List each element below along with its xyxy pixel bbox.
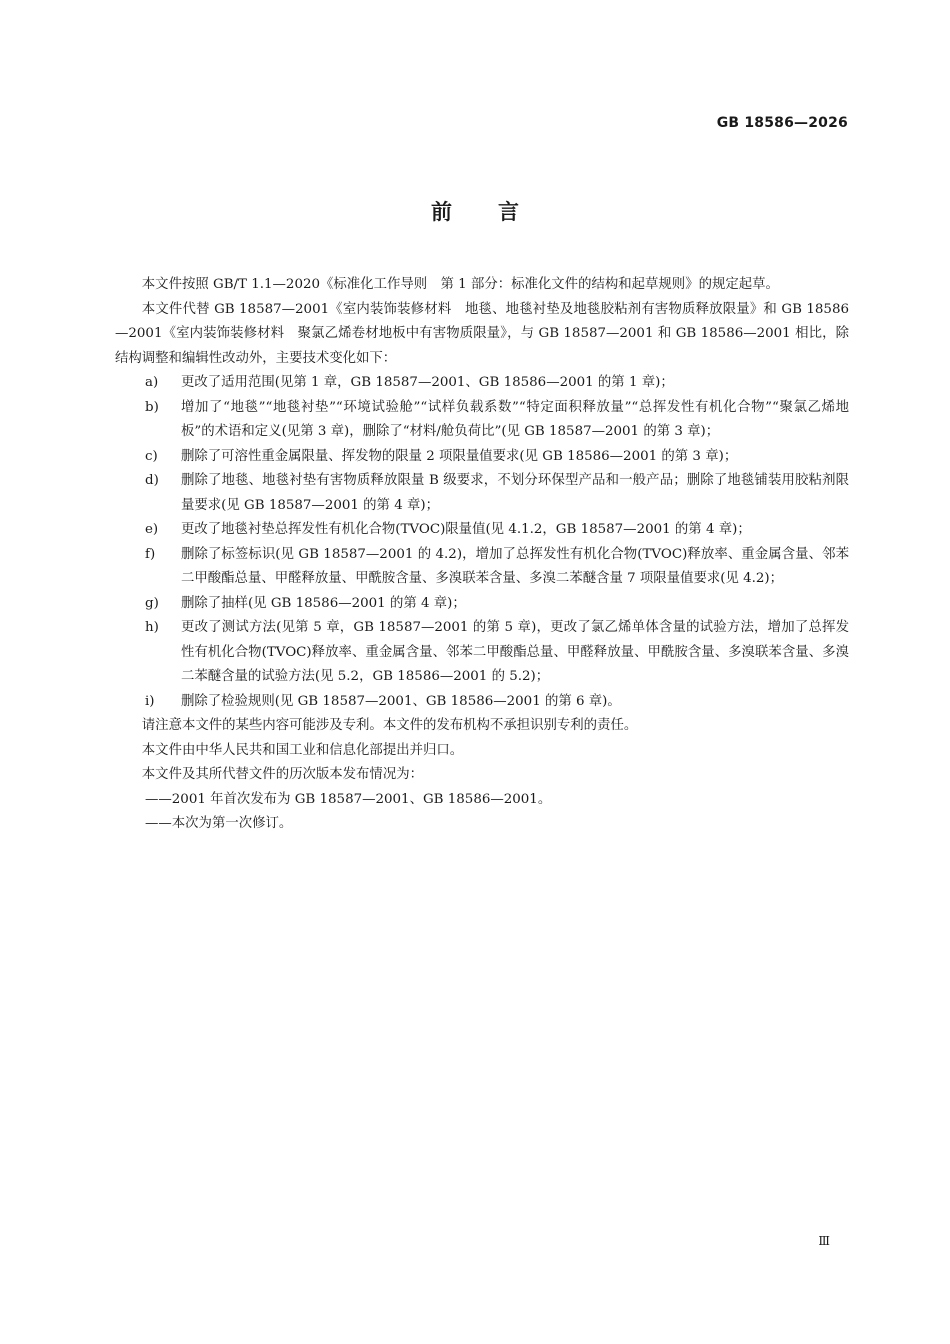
list-item-label: e) (145, 522, 159, 537)
paragraph-history-intro: 本文件及其所代替文件的历次版本发布情况为： (141, 767, 423, 782)
list-item-text: 删除了抽样(见 GB 18586—2001 的第 4 章)； (181, 595, 466, 611)
list-item (115, 396, 849, 445)
list-item (115, 518, 849, 543)
list-item-text: 增加了“地毯”“地毯衬垫”“环境试验舱”“试样负载系数”“特定面积释放量”“总挥发性有机化合物”“聚氯乙烯地板”的术语和定义(见第 3 章)，删除了“材料/舱负荷比”(见 GB 18587—2001 的第 3 章)； (181, 399, 849, 439)
paragraph-proposer: 本文件由中华人民共和国工业和信息化部提出并归口。 (141, 742, 464, 758)
paragraph-patent-notice: 请注意本文件的某些内容可能涉及专利。本文件的发布机构不承担识别专利的责任。 (141, 718, 638, 733)
page-title: 前言 (431, 200, 565, 224)
list-item (115, 371, 849, 396)
list-item (115, 445, 849, 470)
standard-code: GB 18586—2026 (716, 115, 848, 131)
list-item-label: g) (145, 595, 159, 611)
list-item-label: d) (145, 473, 159, 488)
list-item-text: 删除了地毯、地毯衬垫有害物质释放限量 B 级要求，不划分环保型产品和一般产品；删除了地毯铺装用胶粘剂限量要求(见 GB 18587—2001 的第 4 章)； (181, 473, 849, 513)
list-item (115, 543, 849, 592)
list-item-text: 更改了适用范围(见第 1 章，GB 18587—2001、GB 18586—2001 的第 1 章)； (181, 375, 674, 390)
list-item (115, 469, 849, 518)
list-item-text: 删除了标签标识(见 GB 18587—2001 的 4.2)，增加了总挥发性有机化合物(TVOC)释放率、重金属含量、邻苯二甲酸酯总量、甲醛释放量、甲酰胺含量、多溴联苯含量、多溴二苯醚含量 7 项限量值要求(见 4.2)； (181, 546, 849, 586)
list-item-label: f) (145, 546, 156, 562)
list-item-text: 删除了可溶性重金属限量、挥发物的限量 2 项限量值要求(见 GB 18586—2001 的第 3 章)； (181, 448, 738, 464)
paragraph-replacement: 本文件代替 GB 18587—2001《室内装饰装修材料 地毯、地毯衬垫及地毯胶粘剂有害物质释放限量》和 GB 18586—2001《室内装饰装修材料 聚氯乙烯卷材地板中有害物质限量》，与 GB 18587—2001 和 GB 18586—2001 相比，除结构调整和编辑性改动外，主要技术变化如下： (115, 301, 849, 366)
document-body (115, 273, 849, 837)
list-item-text: 更改了地毯衬垫总挥发性有机化合物(TVOC)限量值(见 4.1.2，GB 18587—2001 的第 4 章)； (181, 522, 751, 537)
list-item-label: h) (145, 620, 159, 635)
list-item (115, 616, 849, 690)
history-entry: ——2001 年首次发布为 GB 18587—2001、GB 18586—2001。 (145, 791, 552, 807)
list-item-label: a) (145, 375, 159, 390)
paragraph-drafting-rules: 本文件按照 GB/T 1.1—2020《标准化工作导则 第 1 部分：标准化文件的结构和起草规则》的规定起草。 (141, 277, 779, 292)
list-item (115, 592, 849, 617)
list-item (115, 690, 849, 715)
list-item-label: b) (145, 399, 159, 415)
history-entry: ——本次为第一次修订。 (145, 816, 293, 831)
page-number: Ⅲ (818, 1234, 830, 1248)
list-item-text: 更改了测试方法(见第 5 章，GB 18587—2001 的第 5 章)，更改了氯乙烯单体含量的试验方法，增加了总挥发性有机化合物(TVOC)释放率、重金属含量、邻苯二甲酸酯总量、甲醛释放量、甲酰胺含量、多溴联苯含量、多溴二苯醚含量的试验方法(见 5.2，GB 18586—2001 的 5.2)； (181, 620, 849, 684)
list-item-label: c) (145, 448, 158, 464)
list-item-label: i) (145, 693, 155, 709)
list-item-text: 删除了检验规则(见 GB 18587—2001、GB 18586—2001 的第 6 章)。 (181, 693, 621, 709)
